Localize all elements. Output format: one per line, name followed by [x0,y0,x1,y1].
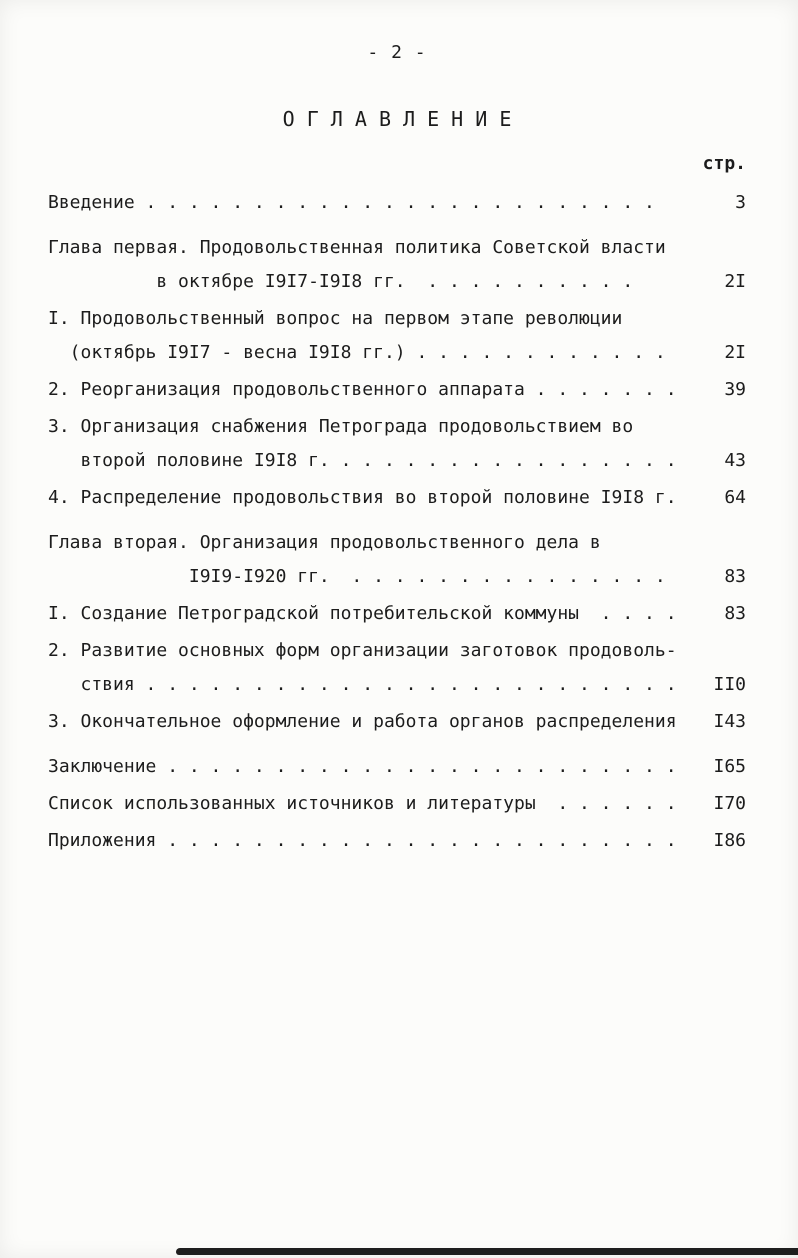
toc-entry [48,703,746,740]
toc-entry-continuation [48,263,746,300]
toc-entry [48,632,746,669]
toc-entry-page: I70 [713,793,746,814]
toc-entry [48,785,746,822]
toc-entry-text: Приложения . . . . . . . . . . . . . . . . . . . . . . . . [48,830,677,851]
toc-entry [48,479,746,516]
toc-entry-text: I. Создание Петроградской потребительской коммуны . . . . [48,603,677,624]
toc-entry [48,300,746,337]
scan-edge-artifact [176,1248,798,1255]
table-of-contents [48,184,746,859]
toc-entry-text: I. Продовольственный вопрос на первом этапе революции [48,308,623,329]
toc-entry-page: 3 [735,192,746,213]
toc-entry-page: I43 [713,711,746,732]
toc-entry-page: 83 [724,603,746,624]
toc-entry-page: I65 [713,756,746,777]
toc-entry-continuation [48,442,746,479]
toc-entry-page: I86 [713,830,746,851]
toc-entry [48,229,746,266]
toc-entry [48,748,746,785]
toc-entry-text: 3. Организация снабжения Петрограда продовольствием во [48,416,634,437]
toc-entry-text: Глава первая. Продовольственная политика Советской власти [48,237,666,258]
toc-entry-page: 43 [724,450,746,471]
toc-entry [48,184,746,221]
toc-entry-text: Заключение . . . . . . . . . . . . . . . . . . . . . . . . [48,756,677,777]
toc-entry [48,524,746,561]
toc-entry-page: 64 [724,487,746,508]
toc-entry [48,822,746,859]
toc-entry-text: ствия . . . . . . . . . . . . . . . . . . . . . . . . . [48,674,677,695]
toc-entry [48,408,746,445]
toc-entry-text: (октябрь I9I7 - весна I9I8 гг.) . . . . . . . . . . . . [48,342,666,363]
toc-entry-text: в октябре I9I7-I9I8 гг. . . . . . . . . . . [48,271,634,292]
toc-entry-text: 2. Реорганизация продовольственного аппарата . . . . . . . [48,379,677,400]
toc-entry-page: 2I [724,342,746,363]
toc-entry-text: второй половине I9I8 г. . . . . . . . . . . . . . . . . [48,450,677,471]
toc-entry [48,371,746,408]
toc-entry-page: 2I [724,271,746,292]
toc-entry-continuation [48,334,746,371]
toc-entry-text: 3. Окончательное оформление и работа органов распределения [48,711,677,732]
toc-entry-continuation [48,558,746,595]
toc-entry [48,595,746,632]
toc-entry-text: Список использованных источников и литературы . . . . . . [48,793,677,814]
toc-entry-page: II0 [713,674,746,695]
toc-entry-text: 2. Развитие основных форм организации заготовок продоволь- [48,640,677,661]
toc-entry-text: 4. Распределение продовольствия во второй половине I9I8 г. [48,487,677,508]
page-number: - 2 - [367,42,427,63]
page-title: О Г Л А В Л Е Н И Е [282,107,512,131]
toc-entry-text: Введение . . . . . . . . . . . . . . . . . . . . . . . . [48,192,655,213]
toc-entry-page: 39 [724,379,746,400]
toc-entry-continuation [48,666,746,703]
toc-entry-text: Глава вторая. Организация продовольственного дела в [48,532,601,553]
toc-entry-page: 83 [724,566,746,587]
page-column-label: стр. [702,153,746,174]
toc-entry-text: I9I9-I920 гг. . . . . . . . . . . . . . . . [48,566,666,587]
